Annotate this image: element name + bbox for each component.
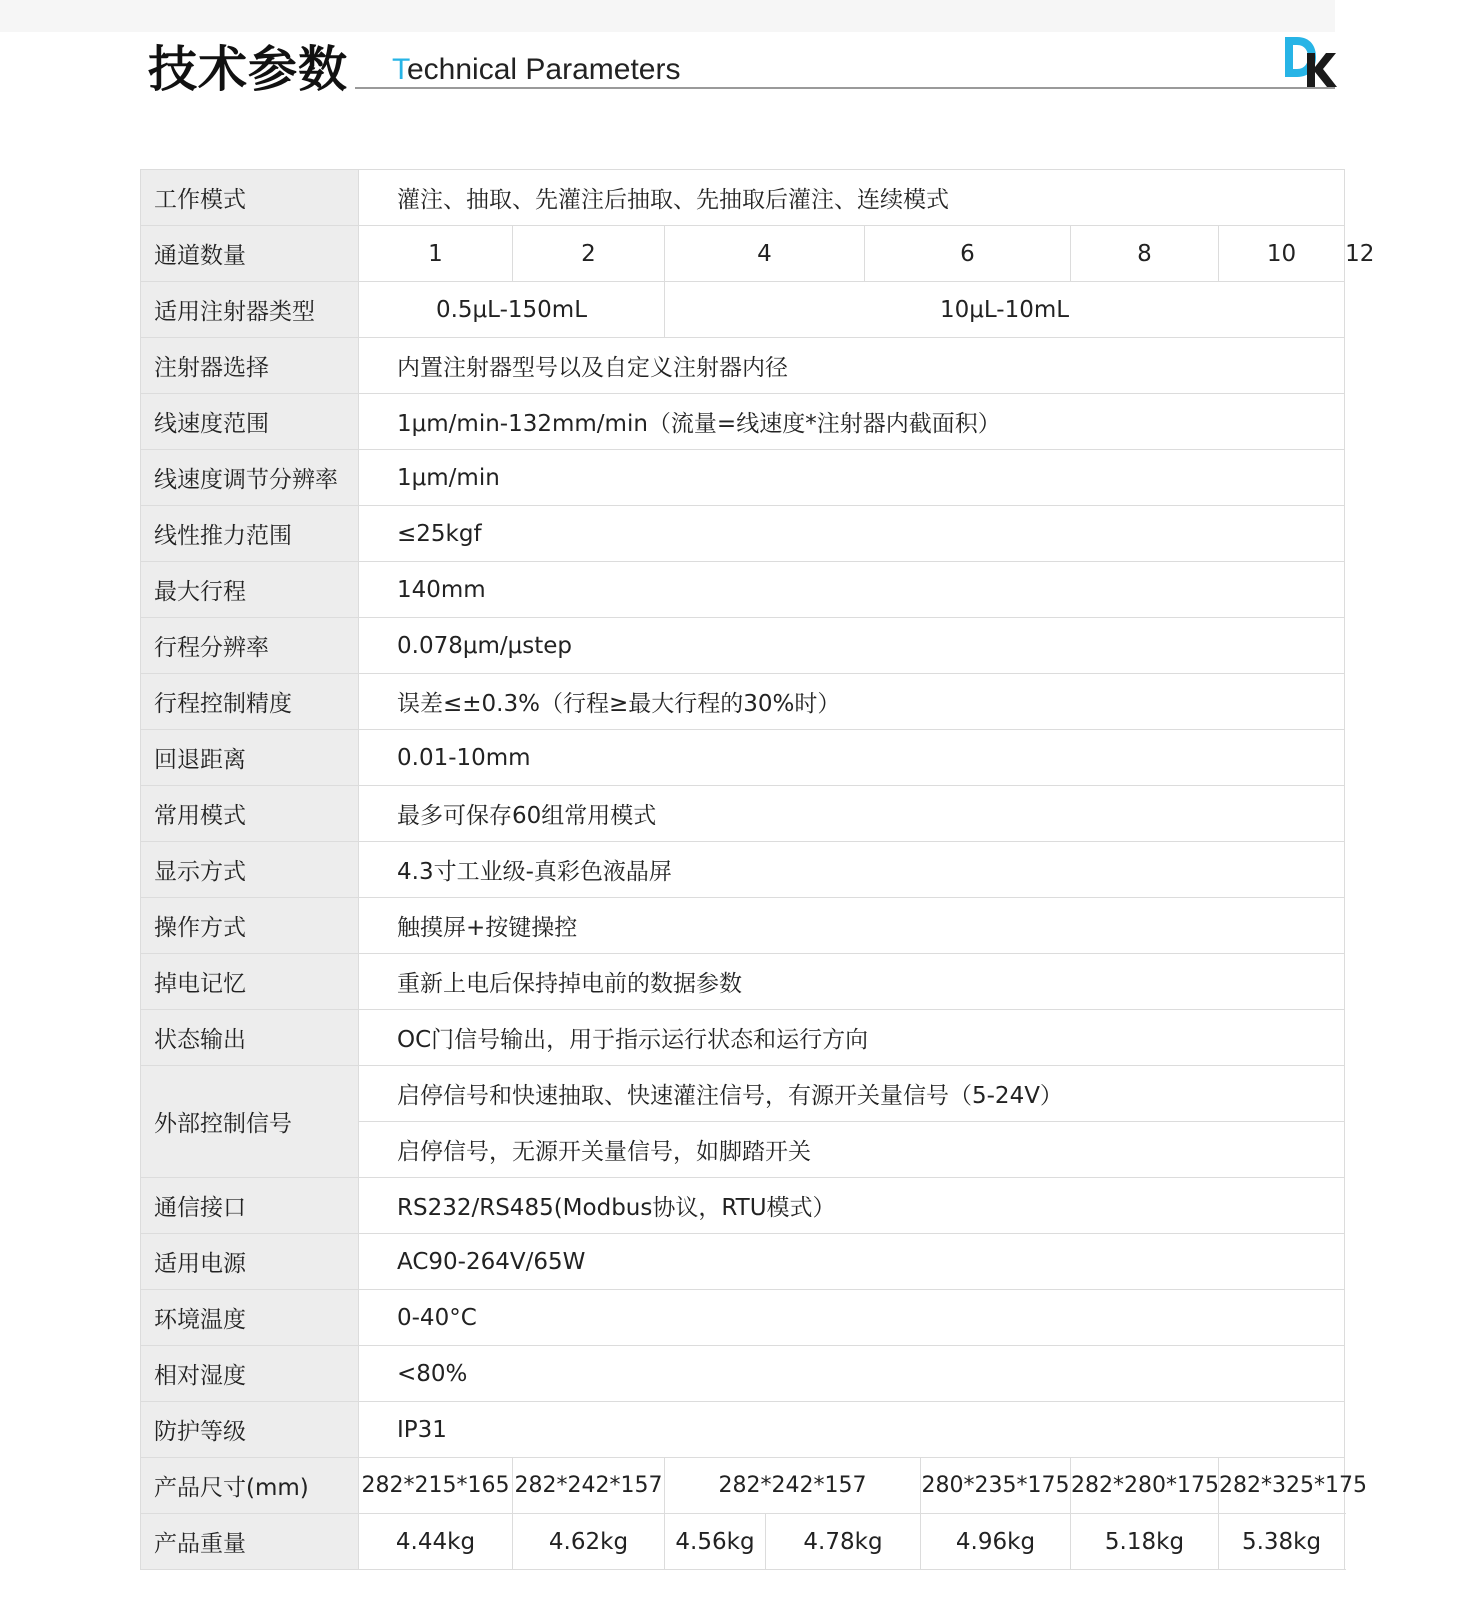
- weight-cell: 4.78kg: [766, 1514, 921, 1570]
- weight-cell: 5.38kg: [1219, 1514, 1345, 1570]
- weight-cell: 4.96kg: [921, 1514, 1071, 1570]
- value-retract: 0.01-10mm: [359, 730, 1345, 786]
- size-cell: 282*242*157: [513, 1458, 665, 1514]
- label-speed-resolution: 线速度调节分辨率: [141, 450, 359, 506]
- size-cell: 282*215*165: [359, 1458, 513, 1514]
- row-syringe-select: [141, 338, 1345, 394]
- value-protection: IP31: [359, 1402, 1345, 1458]
- value-common-mode: 最多可保存60组常用模式: [359, 786, 1345, 842]
- size-cell: 282*242*157: [665, 1458, 921, 1514]
- top-band: [0, 0, 1335, 32]
- row-external-control-1: [141, 1066, 1345, 1122]
- value-comm: RS232/RS485(Modbus协议，RTU模式）: [359, 1178, 1345, 1234]
- label-display: 显示方式: [141, 842, 359, 898]
- size-cell: 280*235*175: [921, 1458, 1071, 1514]
- label-weight: 产品重量: [141, 1514, 359, 1570]
- value-external-control-line2: 启停信号，无源开关量信号，如脚踏开关: [359, 1122, 1345, 1178]
- label-channels: 通道数量: [141, 226, 359, 282]
- label-external-control: 外部控制信号: [141, 1066, 359, 1178]
- row-stroke-resolution: [141, 618, 1345, 674]
- label-stroke-resolution: 行程分辨率: [141, 618, 359, 674]
- size-cell: 282*280*175: [1071, 1458, 1219, 1514]
- value-work-mode: 灌注、抽取、先灌注后抽取、先抽取后灌注、连续模式: [359, 170, 1345, 226]
- row-power: [141, 1234, 1345, 1290]
- row-syringe-type: [141, 282, 1345, 338]
- row-max-stroke: [141, 562, 1345, 618]
- subtitle-first-letter: T: [392, 53, 407, 86]
- label-common-mode: 常用模式: [141, 786, 359, 842]
- label-size: 产品尺寸(mm): [141, 1458, 359, 1514]
- weight-cell: 4.44kg: [359, 1514, 513, 1570]
- value-stroke-accuracy: 误差≤±0.3%（行程≥最大行程的30%时）: [359, 674, 1345, 730]
- value-status-output: OC门信号输出，用于指示运行状态和运行方向: [359, 1010, 1345, 1066]
- row-operation: [141, 898, 1345, 954]
- syringe-type-cell: 0.5μL-150mL: [359, 282, 665, 338]
- value-operation: 触摸屏+按键操控: [359, 898, 1345, 954]
- syringe-type-cell: 10μL-10mL: [665, 282, 1345, 338]
- label-thrust: 线性推力范围: [141, 506, 359, 562]
- row-stroke-accuracy: [141, 674, 1345, 730]
- label-max-stroke: 最大行程: [141, 562, 359, 618]
- label-protection: 防护等级: [141, 1402, 359, 1458]
- row-thrust: [141, 506, 1345, 562]
- label-memory: 掉电记忆: [141, 954, 359, 1010]
- label-retract: 回退距离: [141, 730, 359, 786]
- channel-cell: 1: [359, 226, 513, 282]
- channel-cell: 8: [1071, 226, 1219, 282]
- title-underline: [355, 87, 1335, 89]
- channel-cell: 2: [513, 226, 665, 282]
- size-cell: 282*325*175: [1219, 1458, 1345, 1514]
- value-thrust: ≤25kgf: [359, 506, 1345, 562]
- subtitle-rest: echnical Parameters: [407, 53, 681, 86]
- value-humidity: <80%: [359, 1346, 1345, 1402]
- label-status-output: 状态输出: [141, 1010, 359, 1066]
- value-stroke-resolution: 0.078μm/μstep: [359, 618, 1345, 674]
- row-weight: [141, 1514, 1345, 1570]
- label-temperature: 环境温度: [141, 1290, 359, 1346]
- row-speed-range: [141, 394, 1345, 450]
- label-syringe-select: 注射器选择: [141, 338, 359, 394]
- weight-cell: 4.56kg: [665, 1514, 766, 1570]
- value-temperature: 0-40°C: [359, 1290, 1345, 1346]
- weight-cell: 5.18kg: [1071, 1514, 1219, 1570]
- value-memory: 重新上电后保持掉电前的数据参数: [359, 954, 1345, 1010]
- label-work-mode: 工作模式: [141, 170, 359, 226]
- row-humidity: [141, 1346, 1345, 1402]
- value-speed-resolution: 1μm/min: [359, 450, 1345, 506]
- logo-k-shape: [1307, 53, 1337, 87]
- row-speed-resolution: [141, 450, 1345, 506]
- spec-table: [140, 169, 1375, 1570]
- logo-text: DK: [1283, 35, 1285, 36]
- label-humidity: 相对湿度: [141, 1346, 359, 1402]
- channel-cell: 10: [1219, 226, 1345, 282]
- label-stroke-accuracy: 行程控制精度: [141, 674, 359, 730]
- channel-cell: 4: [665, 226, 865, 282]
- row-retract: [141, 730, 1345, 786]
- row-protection: [141, 1402, 1345, 1458]
- page-subtitle: [392, 50, 680, 90]
- label-operation: 操作方式: [141, 898, 359, 954]
- value-external-control-line1: 启停信号和快速抽取、快速灌注信号，有源开关量信号（5-24V）: [359, 1066, 1345, 1122]
- row-comm: [141, 1178, 1345, 1234]
- row-temperature: [141, 1290, 1345, 1346]
- value-display: 4.3寸工业级-真彩色液晶屏: [359, 842, 1345, 898]
- brand-logo: [1283, 35, 1337, 87]
- channel-cell: 6: [865, 226, 1071, 282]
- label-power: 适用电源: [141, 1234, 359, 1290]
- value-max-stroke: 140mm: [359, 562, 1345, 618]
- row-common-mode: [141, 786, 1345, 842]
- row-size: [141, 1458, 1345, 1514]
- row-display: [141, 842, 1345, 898]
- label-speed-range: 线速度范围: [141, 394, 359, 450]
- label-syringe-type: 适用注射器类型: [141, 282, 359, 338]
- row-memory: [141, 954, 1345, 1010]
- row-work-mode: [141, 170, 1345, 226]
- label-comm: 通信接口: [141, 1178, 359, 1234]
- row-status-output: [141, 1010, 1345, 1066]
- row-channels: 通道数量 1 2 4 6 8 10 12: [141, 226, 1345, 282]
- value-power: AC90-264V/65W: [359, 1234, 1345, 1290]
- page-title: 技术参数: [148, 41, 349, 98]
- weight-cell: 4.62kg: [513, 1514, 665, 1570]
- value-speed-range: 1μm/min-132mm/min（流量=线速度*注射器内截面积）: [359, 394, 1345, 450]
- value-syringe-select: 内置注射器型号以及自定义注射器内径: [359, 338, 1345, 394]
